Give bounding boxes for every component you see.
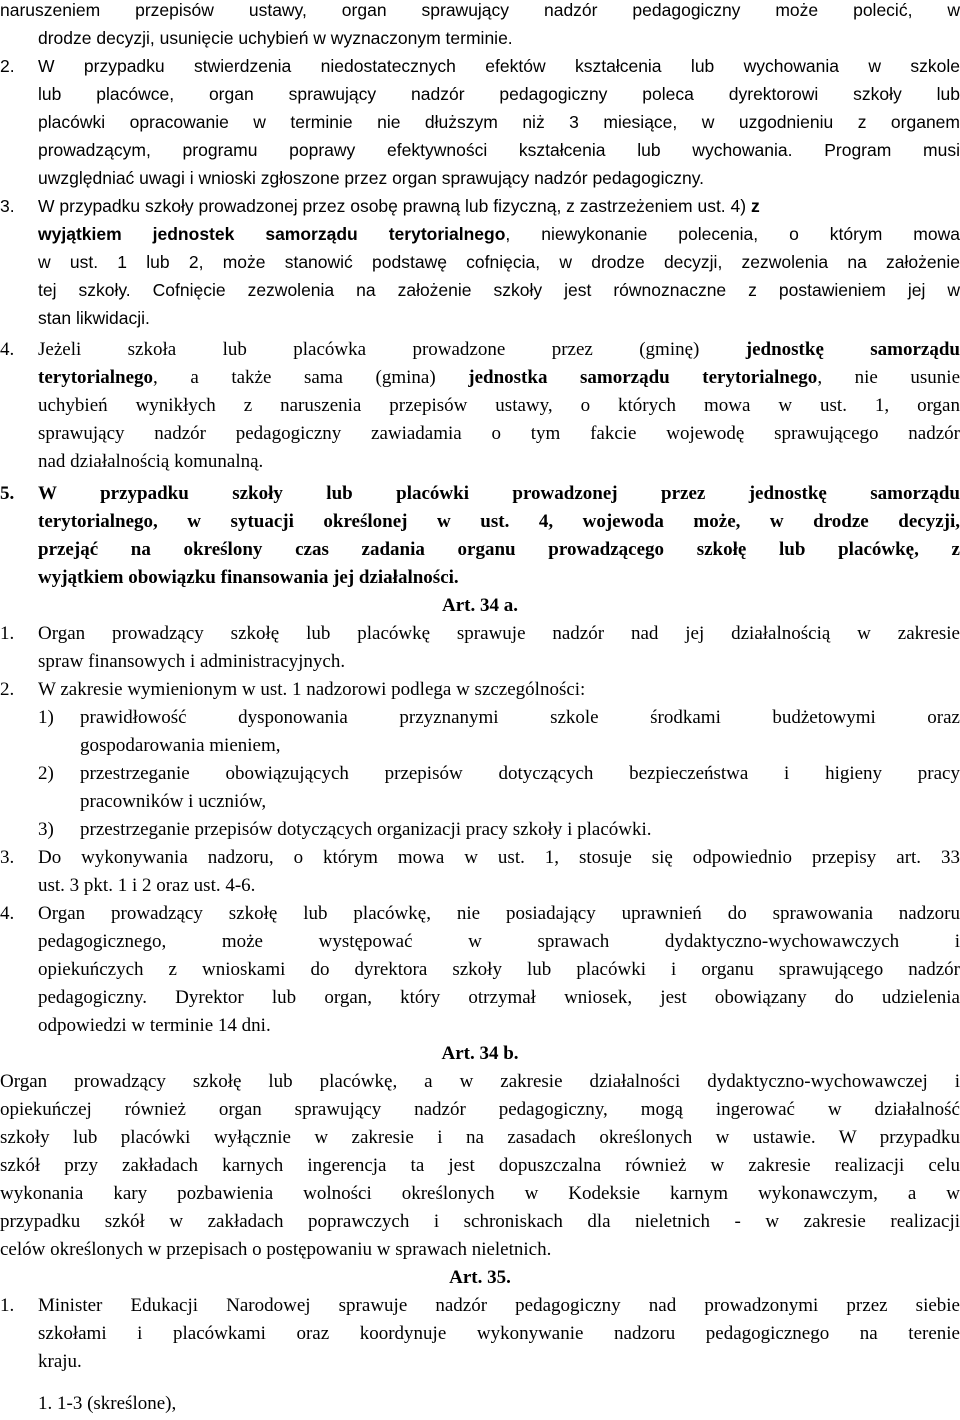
text-line: drodze decyzji, usunięcie uchybień w wyznaczonym terminie. — [38, 28, 513, 48]
text-line — [38, 220, 960, 249]
bold-span: jednostka samorządu terytorialnego — [468, 367, 818, 388]
text-line: opiekuńczych z wnioskami do dyrektora szkoły lub placówki i organu sprawującego nadzór — [38, 959, 960, 980]
text-line: przypadku szkół w zakładach poprawczych i schroniskach dla nieletnich - w zakresie realizacji — [0, 1211, 960, 1232]
paragraph-number: 4. — [0, 903, 15, 924]
text-line: Do wykonywania nadzoru, o którym mowa w ust. 1, stosuje się odpowiednio przepisy art. 33 — [38, 847, 960, 868]
text-line: stan likwidacji. — [38, 308, 150, 328]
paragraph-number: 1. — [0, 623, 15, 644]
text-line: nad działalnością komunalną. — [38, 451, 264, 472]
text-line: uchybień wynikłych z naruszenia przepisów ustawy, o których mowa w ust. 1, organ — [38, 395, 960, 416]
text-line: kraju. — [38, 1351, 82, 1372]
text-line: gospodarowania mieniem, — [80, 735, 281, 756]
text-line: Organ prowadzący szkołę lub placówkę sprawuje nadzór nad jej działalnością w zakresie — [38, 623, 960, 644]
text-line: prawidłowość dysponowania przyznanymi szkole środkami budżetowymi oraz — [80, 707, 960, 728]
text-line: odpowiedzi w terminie 14 dni. — [38, 1015, 271, 1036]
text-span: , a także sama (gmina) — [153, 367, 436, 388]
text-line: Minister Edukacji Narodowej sprawuje nadzór pedagogiczny nad prowadzonymi przez siebie — [38, 1295, 960, 1316]
text-line: pedagogicznego, może występować w sprawach dydaktyczno-wychowawczych i — [38, 931, 960, 952]
text-line: przestrzeganie przepisów dotyczących organizacji pracy szkoły i placówki. — [80, 819, 652, 840]
text-line: 1. 1-3 (skreślone), — [38, 1393, 177, 1414]
text-line: szkołami i placówkami oraz koordynuje wykonywanie nadzoru pedagogicznego na terenie — [38, 1323, 960, 1344]
text-line: pracowników i uczniów, — [80, 791, 267, 812]
text-line — [38, 364, 960, 392]
text-line: W przypadku stwierdzenia niedostatecznych efektów kształcenia lub wychowania w szkole — [38, 56, 960, 76]
list-number: 2) — [38, 763, 54, 784]
paragraph-number: 2. — [0, 679, 15, 700]
text-line: Organ prowadzący szkołę lub placówkę, a w zakresie działalności dydaktyczno-wychowawczej i — [0, 1071, 960, 1092]
text-span: Jeżeli szkoła lub placówka prowadzone przez (gminę) — [38, 339, 700, 360]
paragraph-number: 3. — [0, 196, 15, 216]
text-line: w ust. 1 lub 2, może stanowić podstawę cofnięcia, w drodze decyzji, zezwolenia na założenie — [38, 252, 960, 272]
text-line: uwzględniać uwagi i wnioski zgłoszone przez organ sprawujący nadzór pedagogiczny. — [38, 168, 705, 188]
paragraph-number: 2. — [0, 56, 15, 76]
text-line: naruszeniem przepisów ustawy, organ sprawujący nadzór pedagogiczny może polecić, w — [0, 0, 960, 20]
text-line: wykonania kary pozbawienia wolności określonych w Kodeksie karnym wykonawczym, a w — [0, 1183, 960, 1204]
text-line: szkoły lub placówki wyłącznie w zakresie i na zasadach określonych w ustawie. W przypadku — [0, 1127, 960, 1148]
text-line: terytorialnego, w sytuacji określonej w ust. 4, wojewoda może, w drodze decyzji, — [38, 511, 960, 532]
text-line — [38, 336, 960, 364]
text-span: , niewykonanie polecenia, o którym mowa — [505, 224, 960, 244]
text-line: lub placówce, organ sprawujący nadzór pedagogiczny poleca dyrektorowi szkoły lub — [38, 84, 960, 104]
text-line: szkół przy zakładach karnych ingerencja ta jest dopuszczalna również w zakresie realizacji celu — [0, 1155, 960, 1176]
text-line: sprawujący nadzór pedagogiczny zawiadamia o tym fakcie wojewodę sprawującego nadzór — [38, 423, 960, 444]
text-line: przejąć na określony czas zadania organu prowadzącego szkołę lub placówkę, z — [38, 539, 960, 560]
bold-span: terytorialnego — [38, 367, 154, 388]
text-line: W przypadku szkoły lub placówki prowadzonej przez jednostkę samorządu — [38, 483, 960, 504]
list-number: 3) — [38, 819, 54, 840]
text-line: przestrzeganie obowiązujących przepisów dotyczących bezpieczeństwa i higieny pracy — [80, 763, 960, 784]
text-line: pedagogiczny. Dyrektor lub organ, który otrzymał wniosek, jest obowiązany do udzielenia — [38, 987, 960, 1008]
text-line: celów określonych w przepisach o postępowaniu w sprawach nieletnich. — [0, 1239, 552, 1260]
paragraph-number: 5. — [0, 483, 15, 504]
bold-span: z — [750, 196, 760, 216]
text-line: spraw finansowych i administracyjnych. — [38, 651, 346, 672]
text-line: Organ prowadzący szkołę lub placówkę, nie posiadający uprawnień do sprawowania nadzoru — [38, 903, 960, 924]
text-line — [38, 192, 938, 220]
paragraph-number: 4. — [0, 339, 15, 360]
article-heading: Art. 34 a. — [442, 595, 518, 616]
bold-span: wyjątkiem jednostek samorządu terytorialnego — [38, 224, 506, 244]
text-span: , nie usunie — [817, 367, 960, 388]
article-heading: Art. 34 b. — [441, 1043, 519, 1064]
text-line: opiekuńczej również organ sprawujący nadzór pedagogiczny, mogą ingerować w działalność — [0, 1099, 960, 1120]
text-line: ust. 3 pkt. 1 i 2 oraz ust. 4-6. — [38, 875, 256, 896]
text-line: wyjątkiem obowiązku finansowania jej działalności. — [38, 567, 459, 588]
paragraph-number: 1. — [0, 1295, 15, 1316]
bold-span: jednostkę samorządu — [745, 339, 960, 360]
text-line: W zakresie wymienionym w ust. 1 nadzorowi podlega w szczególności: — [38, 679, 586, 700]
paragraph-number: 3. — [0, 847, 15, 868]
list-number: 1) — [38, 707, 54, 728]
text-line: prowadzącym, programu poprawy efektywności kształcenia lub wychowania. Program musi — [38, 140, 960, 160]
text-line: tej szkoły. Cofnięcie zezwolenia na założenie szkoły jest równoznaczne z postawieniem jej w — [38, 280, 960, 300]
text-line: placówki opracowanie w terminie nie dłuższym niż 3 miesiące, w uzgodnieniu z organem — [38, 112, 960, 132]
text-span: W przypadku szkoły prowadzonej przez osobę prawną lub fizyczną, z zastrzeżeniem ust. 4) — [38, 196, 747, 216]
article-heading: Art. 35. — [449, 1267, 511, 1288]
